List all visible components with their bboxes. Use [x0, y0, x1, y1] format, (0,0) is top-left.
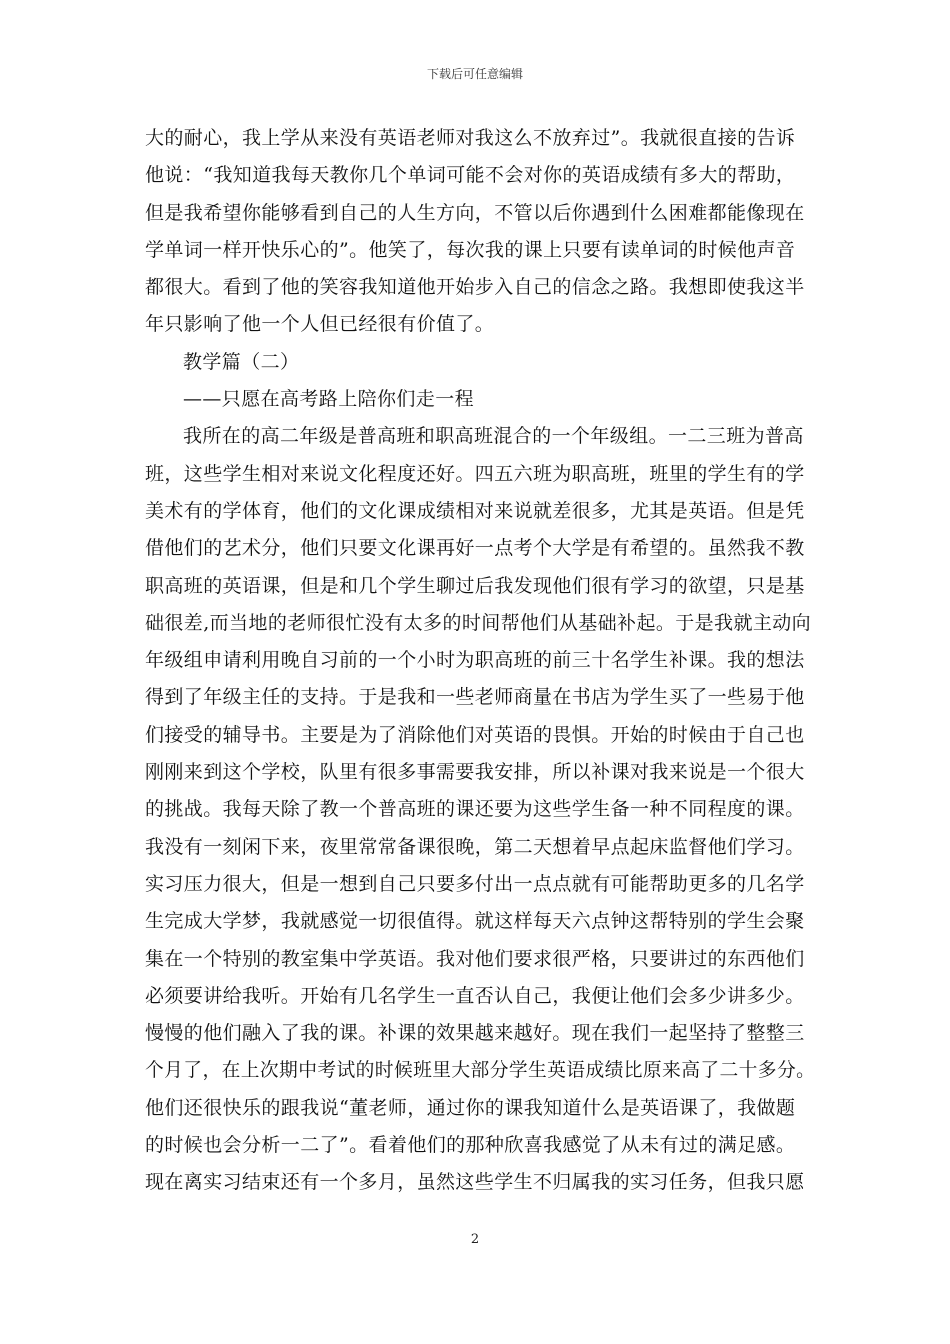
text-line: 班，这些学生相对来说文化程度还好。四五六班为职高班，班里的学生有的学 — [145, 462, 805, 485]
text-line: 刚刚来到这个学校，队里有很多事需要我安排，所以补课对我来说是一个很大 — [145, 761, 805, 784]
text-line: 实习压力很大，但是一想到自己只要多付出一点点就有可能帮助更多的几名学 — [145, 872, 805, 895]
text-line: 慢慢的他们融入了我的课。补课的效果越来越好。现在我们一起坚持了整整三 — [145, 1022, 805, 1045]
text-line: 但是我希望你能够看到自己的人生方向，不管以后你遇到什么困难都能像现在 — [145, 201, 805, 224]
text-line: 个月了，在上次期中考试的时候班里大部分学生英语成绩比原来高了二十多分。 — [145, 1060, 816, 1082]
text-line: ——只愿在高考路上陪你们走一程 — [183, 388, 475, 411]
page-number: 2 — [470, 1232, 480, 1247]
text-line: 的时候也会分析一二了”。看着他们的那种欣喜我感觉了从未有过的满足感。 — [145, 1134, 796, 1157]
text-line: 教学篇（二） — [183, 350, 300, 373]
text-line: 的挑战。我每天除了教一个普高班的课还要为这些学生备一种不同程度的课。 — [145, 798, 805, 821]
text-line: 必须要讲给我听。开始有几名学生一直否认自己，我便让他们会多少讲多少。 — [145, 984, 805, 1007]
page-header: 下载后可任意编辑 — [426, 67, 523, 81]
text-line: 借他们的艺术分，他们只要文化课再好一点考个大学是有希望的。虽然我不教 — [145, 537, 805, 560]
text-line: 础很差,而当地的老师很忙没有太多的时间帮他们从基础补起。于是我就主动向 — [145, 611, 812, 634]
text-line: 他们还很快乐的跟我说“董老师，通过你的课我知道什么是英语课了，我做题 — [145, 1096, 796, 1119]
document-body — [145, 120, 815, 1202]
text-line: 我没有一刻闲下来，夜里常常备课很晚，第二天想着早点起床监督他们学习。 — [145, 835, 805, 858]
text-line: 我所在的高二年级是普高班和职高班混合的一个年级组。一二三班为普高 — [183, 425, 804, 448]
text-line: 集在一个特别的教室集中学英语。我对他们要求很严格，只要讲过的东西他们 — [145, 947, 805, 970]
text-line: 都很大。看到了他的笑容我知道他开始步入自己的信念之路。我想即使我这半 — [145, 276, 805, 299]
text-line: 年只影响了他一个人但已经很有价值了。 — [145, 313, 495, 336]
text-line: 生完成大学梦，我就感觉一切很值得。就这样每天六点钟这帮特别的学生会聚 — [145, 910, 805, 933]
text-line: 职高班的英语课，但是和几个学生聊过后我发现他们很有学习的欲望，只是基 — [145, 574, 805, 597]
text-line: 他说：“我知道我每天教你几个单词可能不会对你的英语成绩有多大的帮助， — [145, 164, 796, 187]
text-line: 现在离实习结束还有一个多月，虽然这些学生不归属我的实习任务，但我只愿 — [145, 1171, 805, 1194]
text-line: 得到了年级主任的支持。于是我和一些老师商量在书店为学生买了一些易于他 — [145, 686, 805, 709]
text-line: 们接受的辅导书。主要是为了消除他们对英语的畏惧。开始的时候由于自己也 — [145, 723, 805, 746]
text-line: 学单词一样开快乐心的”。他笑了，每次我的课上只要有读单词的时候他声音 — [145, 238, 796, 261]
text-line: 大的耐心，我上学从来没有英语老师对我这么不放弃过”。我就很直接的告诉 — [145, 127, 796, 149]
text-line: 美术有的学体育，他们的文化课成绩相对来说就差很多，尤其是英语。但是凭 — [145, 499, 805, 522]
text-line: 年级组申请利用晚自习前的一个小时为职高班的前三十名学生补课。我的想法 — [145, 649, 805, 672]
